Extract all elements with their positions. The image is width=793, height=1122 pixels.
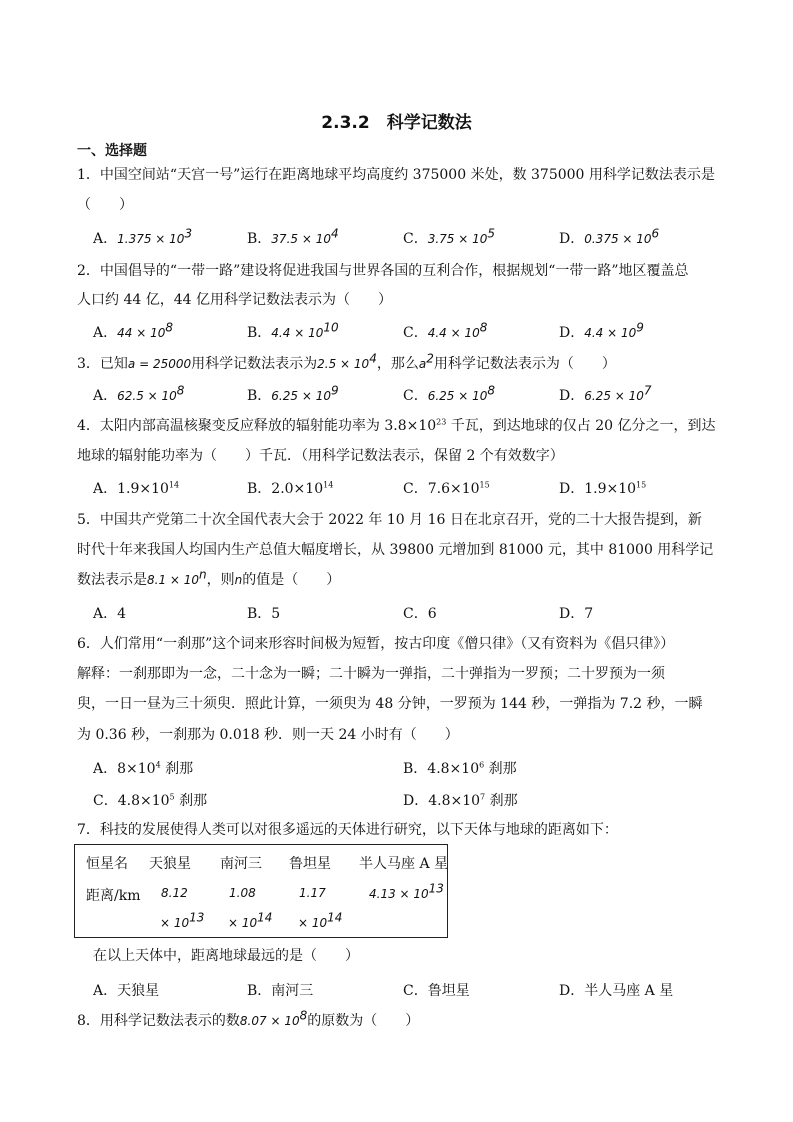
- page-title: 2.3.2 科学记数法: [321, 113, 472, 133]
- table-row-label-distance: 距离/km: [86, 888, 141, 904]
- q1-stem-line1: 1．中国空间站“天宫一号”运行在距离地球平均高度约 375000 米处，数 375000 用科学记数法表示是: [77, 167, 715, 183]
- q3-option-c[interactable]: C．$6.25 \times 10^8$: [403, 383, 496, 404]
- q5-option-d[interactable]: D．7: [559, 606, 594, 622]
- table-cell-sirius-exp: × $10^{13}$: [160, 910, 205, 930]
- table-header-sirius: 天狼星: [149, 856, 191, 872]
- q7-option-a[interactable]: A．天狼星: [93, 983, 160, 999]
- q5-option-c[interactable]: C．6: [403, 606, 437, 622]
- q6-stem-line4: 为 0.36 秒，一刹那为 0.018 秒．则一天 24 小时有（ ）: [77, 727, 459, 743]
- q3-option-d[interactable]: D．$6.25 \times 10^7$: [559, 383, 652, 404]
- q5-stem-line2: 时代十年来我国人均国内生产总值大幅度增长，从 39800 元增加到 81000 元，其中 81000 用科学记: [77, 542, 714, 558]
- table-header-alpha-centauri: 半人马座 A 星: [359, 856, 449, 872]
- table-cell-alpha-centauri: $4.13 \times 10^{13}$: [369, 881, 444, 901]
- q4-option-a[interactable]: A．$1.9\times 10^{14}$: [93, 480, 180, 497]
- q1-option-c[interactable]: C．$3.75 \times 10^5$: [403, 226, 496, 247]
- q2-stem-line1: 2．中国倡导的“一带一路”建设将促进我国与世界各国的互利合作，根据规划“一带一路”地区覆盖总: [77, 263, 689, 279]
- q7-option-c[interactable]: C．鲁坦星: [403, 983, 470, 999]
- q1-option-b[interactable]: B．$37.5 \times 10^4$: [247, 226, 339, 247]
- q2-option-b[interactable]: B．$4.4 \times 10^{10}$: [247, 320, 339, 341]
- q6-stem-line3: 臾，一日一昼为三十须臾．照此计算，一须臾为 48 分钟，一罗预为 144 秒，一弹指为 7.2 秒，一瞬: [77, 696, 703, 712]
- q3-option-a[interactable]: A．$62.5 \times 10^8$: [93, 383, 185, 404]
- q8-stem: 8．用科学记数法表示的数$8.07 \times 10^8$的原数为（ ）: [77, 1008, 420, 1029]
- table-cell-procyon: 1.08: [229, 886, 256, 900]
- table-cell-luyten: 1.17: [299, 886, 326, 900]
- star-distance-table: [74, 844, 448, 938]
- q6-stem-line1: 6．人们常用“一刹那”这个词来形容时间极为短暂，按古印度《僧只律》（又有资料为《倡只律》）: [77, 636, 675, 652]
- table-header-procyon: 南河三: [220, 856, 262, 872]
- table-header-luyten: 鲁坦星: [289, 856, 331, 872]
- table-cell-sirius: 8.12: [161, 886, 188, 900]
- q7-stem-line2: 在以上天体中，距离地球最远的是（ ）: [93, 948, 359, 964]
- table-cell-luyten-exp: × $10^{14}$: [298, 910, 343, 930]
- q6-option-b[interactable]: B．$4.8\times 10^6$ 刹那: [403, 760, 517, 777]
- q4-stem-line2: 地球的辐射能功率为（ ）千瓦．（用科学记数法表示，保留 2 个有效数字）: [77, 448, 564, 464]
- q1-option-a[interactable]: A．$1.375 \times 10^3$: [93, 226, 193, 247]
- q3-stem: 3．已知a = 25000用科学记数法表示为$2.5 \times 10^4$，那么$a^2$用科学记数法表示为（ ）: [77, 351, 616, 372]
- q4-option-c[interactable]: C．$7.6\times 10^{15}$: [403, 480, 490, 497]
- q4-stem-line1: 4．太阳内部高温核聚变反应释放的辐射能功率为 $3.8\times 10^{23}$ 千瓦，到达地球的仅占 20 亿分之一，到达: [77, 417, 716, 434]
- q4-option-d[interactable]: D．$1.9\times 10^{15}$: [559, 480, 647, 497]
- q5-stem-line3: 数法表示是$8.1 \times 10^n$，则n的值是（ ）: [77, 567, 341, 588]
- q5-option-b[interactable]: B．5: [247, 606, 281, 622]
- q2-option-c[interactable]: C．$4.4 \times 10^8$: [403, 320, 488, 341]
- q4-option-b[interactable]: B．$2.0\times 10^{14}$: [247, 480, 334, 497]
- section-heading: 一、选择题: [77, 143, 147, 159]
- q7-stem-line1: 7．科技的发展使得人类可以对很多遥远的天体进行研究，以下天体与地球的距离如下：: [77, 822, 618, 838]
- q6-option-c[interactable]: C．$4.8\times 10^5$ 刹那: [93, 792, 208, 809]
- q5-stem-line1: 5．中国共产党第二十次全国代表大会于 2022 年 10 月 16 日在北京召开，党的二十大报告提到，新: [77, 512, 702, 528]
- q6-option-a[interactable]: A．$8\times 10^4$ 刹那: [93, 760, 194, 777]
- table-header-star-name: 恒星名: [86, 856, 128, 872]
- q2-option-d[interactable]: D．$4.4 \times 10^9$: [559, 320, 644, 341]
- q1-option-d[interactable]: D．$0.375 \times 10^6$: [559, 226, 660, 247]
- q2-stem-line2: 人口约 44 亿，44 亿用科学记数法表示为（ ）: [77, 292, 392, 308]
- q6-option-d[interactable]: D．$4.8\times 10^7$ 刹那: [403, 792, 518, 809]
- q5-option-a[interactable]: A．4: [93, 606, 127, 622]
- q1-stem-line2: （ ）: [77, 197, 133, 213]
- table-cell-procyon-exp: × $10^{14}$: [228, 910, 273, 930]
- q6-stem-line2: 解释：一刹那即为一念，二十念为一瞬；二十瞬为一弹指，二十弹指为一罗预；二十罗预为一须: [77, 666, 665, 682]
- q3-option-b[interactable]: B．$6.25 \times 10^9$: [247, 383, 339, 404]
- q7-option-b[interactable]: B．南河三: [247, 983, 314, 999]
- q7-option-d[interactable]: D．半人马座 A 星: [559, 983, 674, 999]
- q2-option-a[interactable]: A．$44 \times 10^8$: [93, 320, 173, 341]
